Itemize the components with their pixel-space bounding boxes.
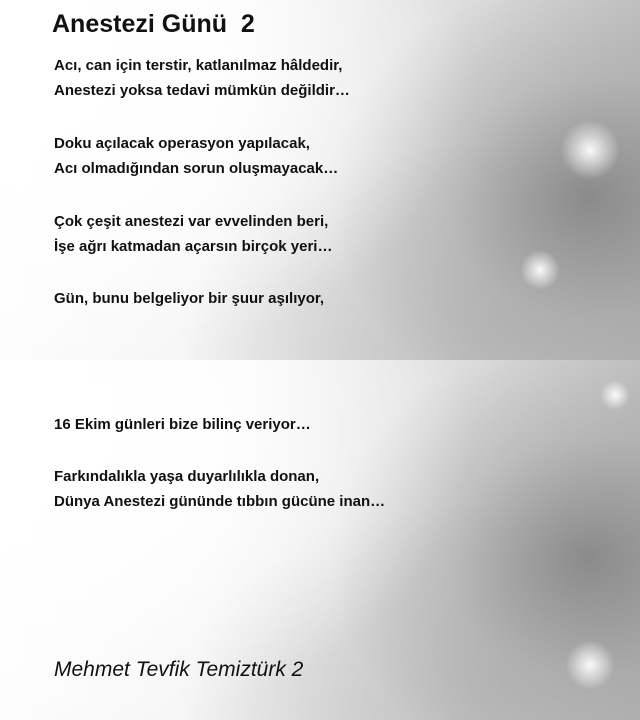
- verse-line: Çok çeşit anestezi var evvelinden beri,: [54, 213, 329, 230]
- poem-panel-bottom: [0, 360, 640, 720]
- stanza-5: [54, 412, 311, 437]
- verse-line: Acı olmadığından sorun oluşmayacak…: [54, 160, 339, 177]
- poem-author: Mehmet Tevfik Temiztürk 2: [54, 658, 304, 681]
- poem-title: Anestezi Günü 2: [52, 10, 255, 38]
- verse-line: Acı, can için terstir, katlanılmaz hâldedir,: [54, 57, 343, 74]
- verse-line: İşe ağrı katmadan açarsın birçok yeri…: [54, 238, 333, 255]
- stanza-1: [54, 53, 350, 103]
- sparkle-decoration: [600, 380, 630, 410]
- verse-line: 16 Ekim günleri bize bilinç veriyor…: [54, 416, 311, 433]
- stanza-2: [54, 131, 338, 181]
- sparkle-decoration: [520, 250, 560, 290]
- stanza-6: [54, 464, 385, 514]
- verse-line: Anestezi yoksa tedavi mümkün değildir…: [54, 82, 350, 99]
- stanza-4: [54, 286, 324, 311]
- stanza-3: [54, 209, 332, 259]
- verse-line: Dünya Anestezi gününde tıbbın gücüne inan…: [54, 493, 386, 510]
- verse-line: Gün, bunu belgeliyor bir şuur aşılıyor,: [54, 290, 325, 307]
- sparkle-decoration: [565, 640, 615, 690]
- sparkle-decoration: [560, 120, 620, 180]
- verse-line: Farkındalıkla yaşa duyarlılıkla donan,: [54, 468, 320, 485]
- verse-line: Doku açılacak operasyon yapılacak,: [54, 135, 310, 152]
